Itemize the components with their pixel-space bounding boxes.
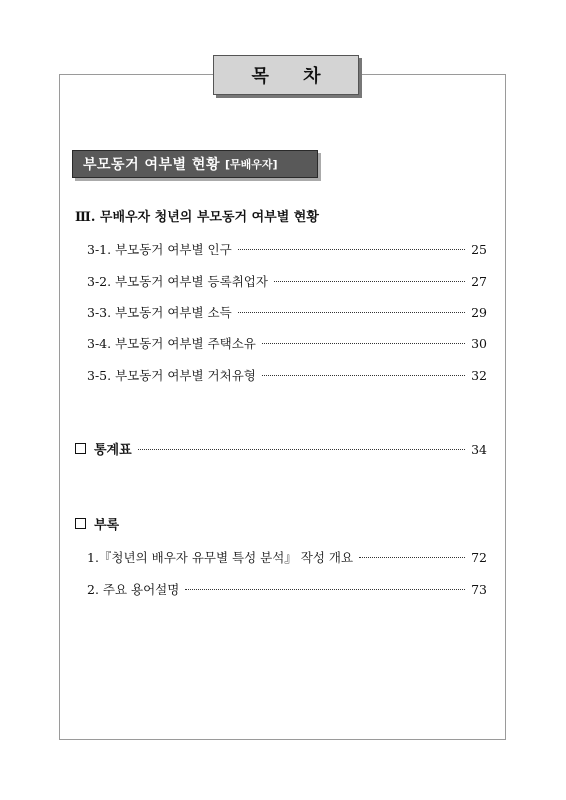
dot-leader (262, 343, 465, 344)
toc-entry-label: 통계표 (94, 443, 132, 458)
toc-entry-appendix-2[interactable] (87, 580, 487, 598)
toc-title: 목 차 (213, 55, 359, 95)
toc-entry-label: 3-2. 부모동거 여부별 등록취업자 (87, 274, 268, 289)
dot-leader (238, 249, 465, 250)
appendix-heading-label: 부록 (94, 518, 120, 533)
dot-leader (185, 589, 465, 590)
toc-entry-3-2[interactable] (87, 272, 487, 290)
toc-entry-3-4[interactable] (87, 334, 487, 352)
checkbox-square-icon (75, 443, 86, 454)
checkbox-square-icon (75, 518, 86, 529)
toc-entry-appendix-1[interactable] (87, 548, 487, 566)
toc-entry-stats-tables[interactable] (75, 439, 487, 457)
toc-entry-page: 32 (471, 368, 487, 383)
toc-entry-3-3[interactable] (87, 303, 487, 321)
toc-entry-3-5[interactable] (87, 366, 487, 384)
dot-leader (262, 375, 465, 376)
dot-leader (274, 281, 465, 282)
section-banner-title: 부모동거 여부별 현황 (83, 157, 220, 173)
chapter-heading[interactable]: Ⅲ. 무배우자 청년의 부모동거 여부별 현황 (75, 210, 319, 225)
appendix-heading[interactable] (75, 514, 119, 533)
toc-entry-page: 25 (471, 242, 487, 257)
dot-leader (138, 449, 465, 450)
toc-entry-page: 34 (471, 442, 487, 457)
toc-entry-page: 72 (471, 550, 487, 565)
toc-entry-label: 3-4. 부모동거 여부별 주택소유 (87, 336, 256, 351)
toc-entry-3-1[interactable] (87, 240, 487, 258)
toc-entry-page: 30 (471, 336, 487, 351)
section-banner-subtitle: [무배우자] (224, 158, 278, 171)
toc-entry-label: 2. 주요 용어설명 (87, 582, 180, 597)
toc-entry-page: 73 (471, 582, 487, 597)
toc-entry-label: 1.『청년의 배우자 유무별 특성 분석』 작성 개요 (87, 550, 354, 565)
toc-entry-page: 29 (471, 305, 487, 320)
toc-entry-label: 3-3. 부모동거 여부별 소득 (87, 305, 232, 320)
dot-leader (359, 557, 465, 558)
section-banner (72, 150, 318, 178)
toc-entry-page: 27 (471, 274, 487, 289)
toc-entry-label: 3-1. 부모동거 여부별 인구 (87, 242, 232, 257)
dot-leader (238, 312, 465, 313)
toc-entry-label: 3-5. 부모동거 여부별 거처유형 (87, 368, 256, 383)
